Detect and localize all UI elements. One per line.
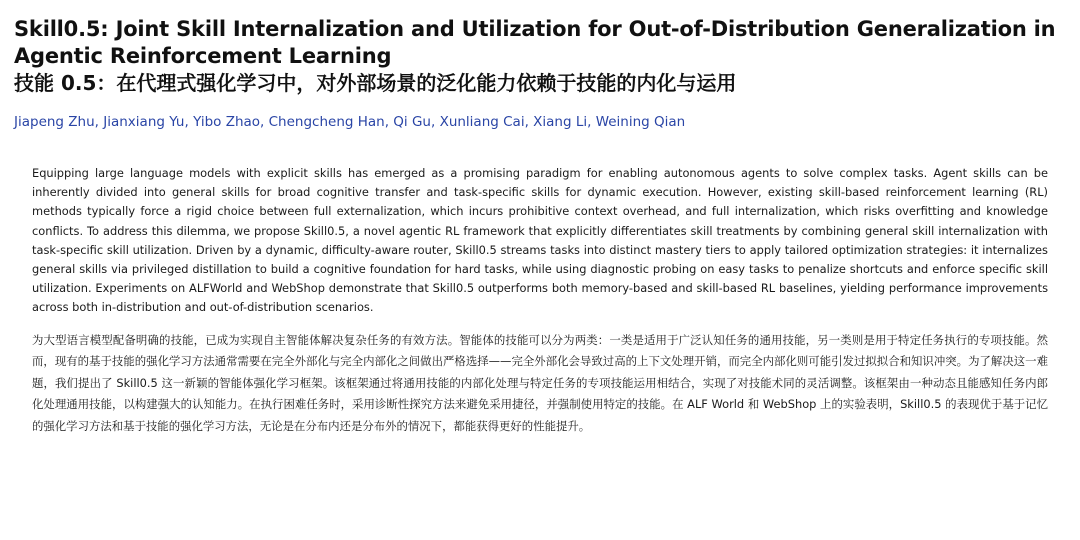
paper-title-english: Skill0.5: Joint Skill Internalization and Utilization for Out-of-Distribution Generalization in Agentic Reinforcement Learning: [14, 17, 1056, 68]
abstract: [14, 164, 1058, 437]
abstract-english: Equipping large language models with explicit skills has emerged as a promising paradigm for enabling autonomous agents to solve complex tasks. Agent skills can be inherently divided into general skills for broad cognitive transfer and task-specific skills for dynamic execution. However, existing skill-based reinforcement learning (RL) methods typically force a rigid choice between full externalization, which incurs prohibitive context overhead, and full internalization, which risks overfitting and knowledge conflicts. To address this dilemma, we propose Skill0.5, a novel agentic RL framework that explicitly differentiates skill treatments by combining general skill internalization with task-specific skill utilization. Driven by a dynamic, difficulty-aware router, Skill0.5 streams tasks into distinct mastery tiers to apply tailored optimization strategies: it internalizes general skills via privileged distillation to build a cognitive foundation for hard tasks, while using diagnostic probing on easy tasks to penalize shortcuts and enforce specific skill utilization. Experiments on ALFWorld and WebShop demonstrate that Skill0.5 outperforms both memory-based and skill-based RL baselines, yielding performance improvements across both in-distribution and out-of-distribution scenarios.: [32, 166, 1048, 315]
paper-title-chinese: 技能 0.5：在代理式强化学习中，对外部场景的泛化能力依赖于技能的内化与运用: [14, 71, 737, 95]
author-list: Jiapeng Zhu, Jianxiang Yu, Yibo Zhao, Chengcheng Han, Qi Gu, Xunliang Cai, Xiang Li, Weining Qian: [14, 114, 686, 130]
abstract-chinese: 为大型语言模型配备明确的技能，已成为实现自主智能体解决复杂任务的有效方法。智能体的技能可以分为两类：一类是适用于广泛认知任务的通用技能，另一类则是用于特定任务执行的专项技能。然而，现有的基于技能的强化学习方法通常需要在完全外部化与完全内部化之间做出严格选择——完全外部化会导致过高的上下文处理开销，而完全内部化则可能引发过拟拟合和知识冲突。为了解决这一难题，我们提出了 Skill0.5 这一新颖的智能体强化学习框架。该框架通过将通用技能的内部化处理与特定任务的专项技能运用相结合，实现了对技能术同的灵活调整。该框架由一种动态且能感知任务内郎化处理通用技能，以构建强大的认知能力。在执行困难任务时，采用诊断性探究方法来避免采用捷径，并强制使用特定的技能。在 ALF World 和 WebShop 上的实验表明，Skill0.5 的表现优于基于记忆的强化学习方法和基于技能的强化学习方法，无论是在分布内还是分布外的情况下，都能获得更好的性能提升。: [32, 332, 1048, 433]
